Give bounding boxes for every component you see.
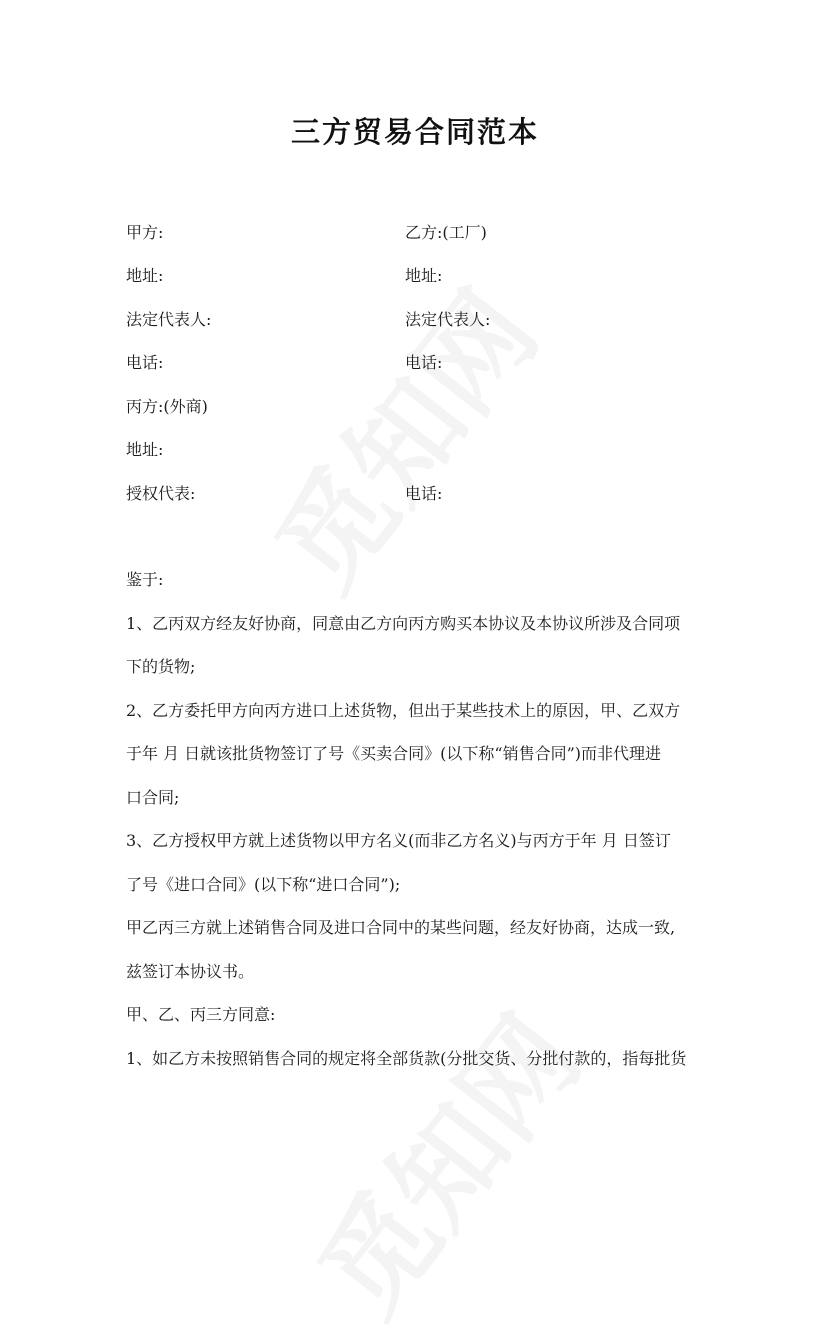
paragraph-line: 兹签订本协议书。	[126, 962, 255, 981]
party-b-label: 乙方:(工厂)	[405, 223, 487, 242]
party-a-label: 甲方:	[126, 223, 164, 242]
paragraph-line: 3、乙方授权甲方就上述货物以甲方名义(而非乙方名义)与丙方于年 月 日签订	[126, 831, 671, 850]
paragraph-line: 下的货物;	[126, 657, 196, 676]
paragraph-line: 了号《进口合同》(以下称“进口合同”);	[126, 875, 401, 894]
paragraph-line: 于年 月 日就该批货物签订了号《买卖合同》(以下称“销售合同”)而非代理进	[126, 744, 662, 763]
document-title: 三方贸易合同范本	[290, 115, 539, 149]
paragraph-line: 甲乙丙三方就上述销售合同及进口合同中的某些问题，经友好协商，达成一致,	[126, 918, 676, 937]
watermark	[233, 254, 567, 618]
paragraph-line: 2、乙方委托甲方向丙方进口上述货物，但出于某些技术上的原因，甲、乙双方	[126, 701, 681, 720]
party-c-authorized-representative: 授权代表:	[126, 484, 196, 503]
party-b-representative: 法定代表人:	[405, 310, 491, 329]
party-b-phone: 电话:	[405, 353, 443, 372]
party-a-representative: 法定代表人:	[126, 310, 212, 329]
party-c-phone: 电话:	[405, 484, 443, 503]
party-a-address: 地址:	[126, 266, 164, 285]
party-b-address: 地址:	[405, 266, 443, 285]
paragraph-line: 1、如乙方未按照销售合同的规定将全部货款(分批交货、分批付款的，指每批货	[126, 1049, 687, 1068]
watermark	[276, 979, 610, 1342]
whereas-heading: 鉴于:	[126, 570, 164, 589]
party-c-address: 地址:	[126, 440, 164, 459]
party-c-label: 丙方:(外商)	[126, 397, 208, 416]
paragraph-line: 口合同;	[126, 788, 180, 807]
party-a-phone: 电话:	[126, 353, 164, 372]
agreement-heading: 甲、乙、丙三方同意:	[126, 1005, 276, 1024]
paragraph-line: 1、乙丙双方经友好协商，同意由乙方向丙方购买本协议及本协议所涉及合同项	[126, 614, 681, 633]
